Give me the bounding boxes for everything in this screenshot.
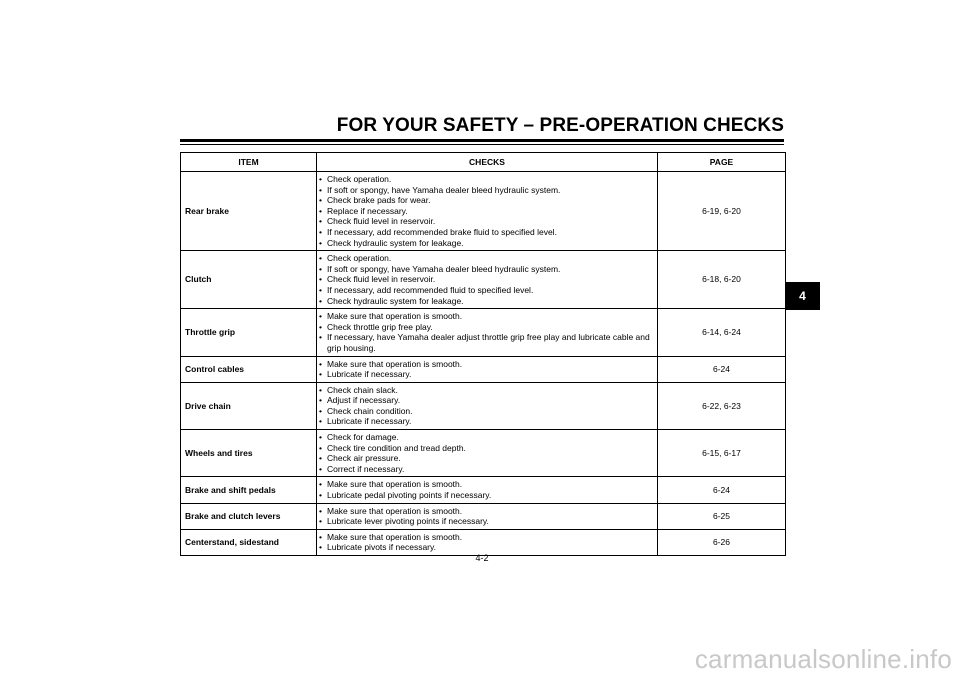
- check-item: • Lubricate lever pivoting points if necessary.: [319, 516, 653, 527]
- check-item: • Check air pressure.: [319, 453, 653, 464]
- page-reference-cell: 6-24: [658, 356, 786, 382]
- table-row: [181, 251, 786, 309]
- check-item: • Make sure that operation is smooth.: [319, 359, 653, 370]
- check-item: • Make sure that operation is smooth.: [319, 506, 653, 517]
- page-reference-cell: 6-18, 6-20: [658, 251, 786, 309]
- table-row: [181, 309, 786, 356]
- check-item: • Lubricate if necessary.: [319, 416, 653, 427]
- item-cell: Wheels and tires: [181, 430, 317, 477]
- check-item: • If necessary, add recommended brake fluid to specified level.: [319, 227, 653, 238]
- column-header-item: ITEM: [181, 153, 317, 172]
- page-reference-cell: 6-19, 6-20: [658, 172, 786, 251]
- check-item: • If soft or spongy, have Yamaha dealer bleed hydraulic system.: [319, 264, 653, 275]
- table-row: [181, 356, 786, 382]
- checks-cell: [317, 430, 658, 477]
- table-row: [181, 503, 786, 529]
- checks-list: [319, 479, 653, 500]
- item-cell: Control cables: [181, 356, 317, 382]
- item-cell: Drive chain: [181, 382, 317, 429]
- item-cell: Rear brake: [181, 172, 317, 251]
- check-item: • Make sure that operation is smooth.: [319, 532, 653, 543]
- check-item: • Make sure that operation is smooth.: [319, 479, 653, 490]
- pre-operation-checks-table: [180, 152, 786, 556]
- item-cell: Centerstand, sidestand: [181, 529, 317, 555]
- check-item: • Replace if necessary.: [319, 206, 653, 217]
- watermark: carmanualsonline.info: [694, 644, 952, 674]
- column-header-page: PAGE: [658, 153, 786, 172]
- check-item: • Check brake pads for wear.: [319, 195, 653, 206]
- page-reference-cell: 6-14, 6-24: [658, 309, 786, 356]
- check-item: • If soft or spongy, have Yamaha dealer bleed hydraulic system.: [319, 185, 653, 196]
- check-item: • Lubricate pedal pivoting points if necessary.: [319, 490, 653, 501]
- checks-cell: [317, 477, 658, 503]
- item-cell: Brake and clutch levers: [181, 503, 317, 529]
- checks-cell: [317, 529, 658, 555]
- checks-cell: [317, 382, 658, 429]
- page-title: FOR YOUR SAFETY – PRE-OPERATION CHECKS: [336, 115, 784, 136]
- page-reference-cell: 6-24: [658, 477, 786, 503]
- check-item: • Check operation.: [319, 253, 653, 264]
- checks-cell: [317, 309, 658, 356]
- checks-cell: [317, 172, 658, 251]
- table-header-row: [181, 153, 786, 172]
- page-reference-cell: 6-22, 6-23: [658, 382, 786, 429]
- checks-cell: [317, 356, 658, 382]
- check-item: • Adjust if necessary.: [319, 395, 653, 406]
- check-item: • Lubricate if necessary.: [319, 369, 653, 380]
- check-item: • Check throttle grip free play.: [319, 322, 653, 333]
- page-reference-cell: 6-25: [658, 503, 786, 529]
- checks-list: [319, 174, 653, 248]
- title-rule-thick: [180, 139, 784, 142]
- check-item: • Check hydraulic system for leakage.: [319, 296, 653, 307]
- item-cell: Clutch: [181, 251, 317, 309]
- column-header-checks: CHECKS: [317, 153, 658, 172]
- check-item: • Check chain slack.: [319, 385, 653, 396]
- checks-list: [319, 385, 653, 427]
- check-item: • Lubricate pivots if necessary.: [319, 542, 653, 553]
- check-item: • Check chain condition.: [319, 406, 653, 417]
- item-cell: Throttle grip: [181, 309, 317, 356]
- title-rule-thin: [180, 144, 784, 145]
- checks-list: [319, 311, 653, 353]
- checks-list: [319, 359, 653, 380]
- page-reference-cell: 6-26: [658, 529, 786, 555]
- check-item: • Make sure that operation is smooth.: [319, 311, 653, 322]
- checks-cell: [317, 251, 658, 309]
- checks-list: [319, 253, 653, 306]
- check-item: • Check for damage.: [319, 432, 653, 443]
- table-row: [181, 477, 786, 503]
- check-item: • Correct if necessary.: [319, 464, 653, 475]
- table-row: [181, 430, 786, 477]
- check-item: • If necessary, add recommended fluid to specified level.: [319, 285, 653, 296]
- checks-list: [319, 532, 653, 553]
- checks-cell: [317, 503, 658, 529]
- check-item: • Check fluid level in reservoir.: [319, 216, 653, 227]
- checks-list: [319, 432, 653, 474]
- table-row: [181, 529, 786, 555]
- table-body: [181, 172, 786, 556]
- check-item: • Check hydraulic system for leakage.: [319, 238, 653, 249]
- item-cell: Brake and shift pedals: [181, 477, 317, 503]
- page-reference-cell: 6-15, 6-17: [658, 430, 786, 477]
- checks-list: [319, 506, 653, 527]
- page-number: 4-2: [475, 553, 489, 563]
- check-item: • Check fluid level in reservoir.: [319, 274, 653, 285]
- table-row: [181, 382, 786, 429]
- chapter-tab: 4: [785, 282, 820, 310]
- table-row: [181, 172, 786, 251]
- check-item: • Check tire condition and tread depth.: [319, 443, 653, 454]
- check-item: • Check operation.: [319, 174, 653, 185]
- check-item: • If necessary, have Yamaha dealer adjust throttle grip free play and lubricate cable and grip housing.: [319, 332, 653, 353]
